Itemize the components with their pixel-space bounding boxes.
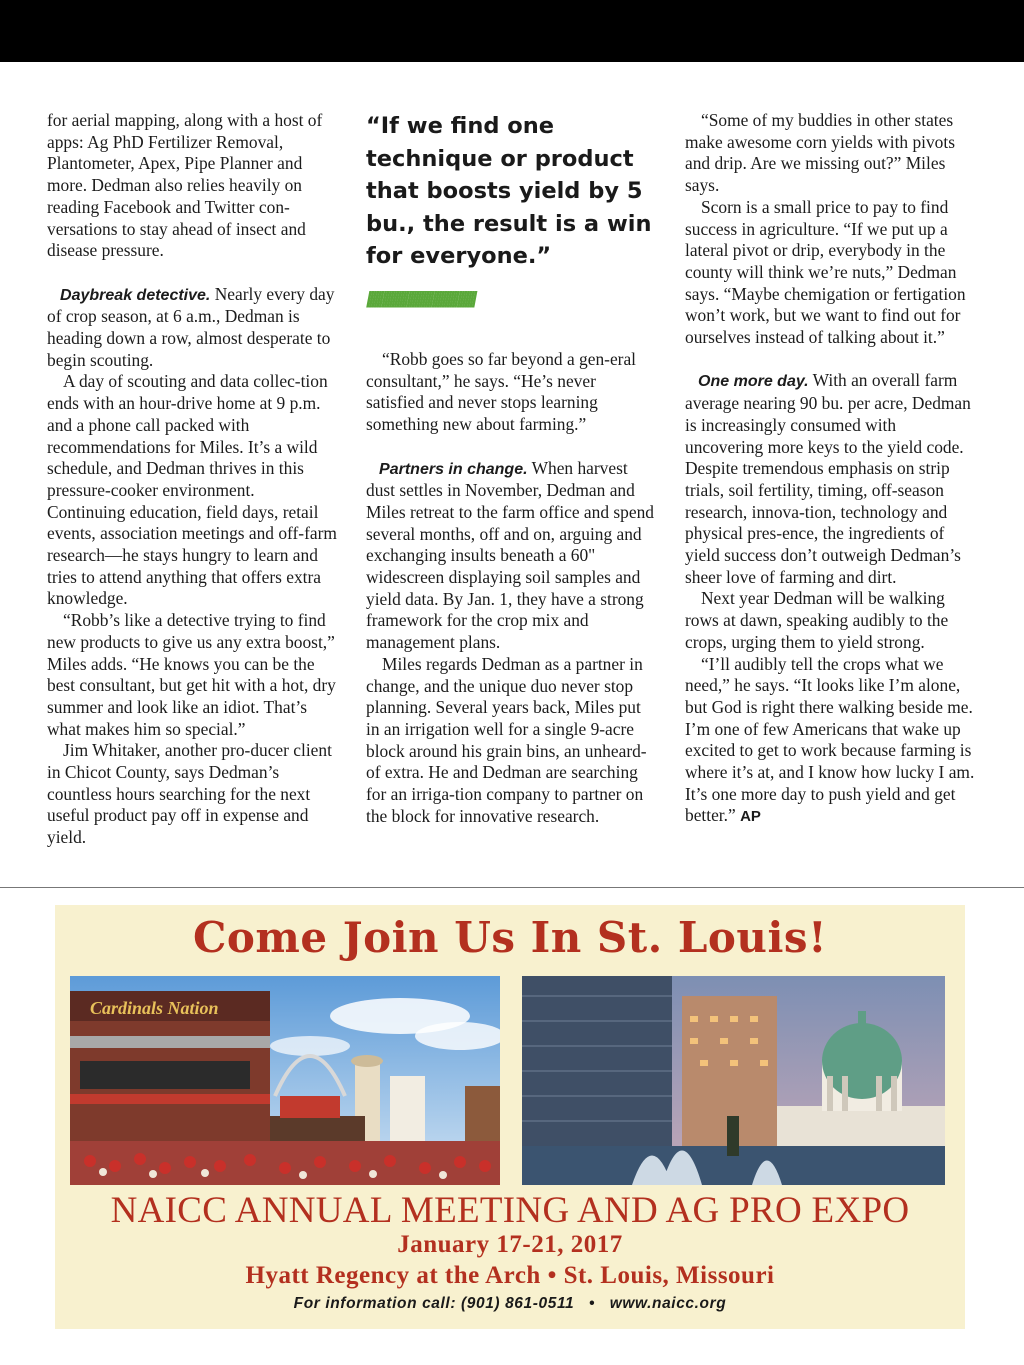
section-divider [0,887,1024,888]
ad-headline: Come Join Us In St. Louis! [192,913,828,962]
paragraph: Jim Whitaker, another pro-ducer client in Chicot County, says Dedman’s countless hours searching for the next useful product pay off in expense and yield. [47,740,332,848]
paragraph: “Robb’s like a detective trying to find new products to give us any extra boost,” Miles adds. “He knows you can be the best consultant, but get hit with a hot, dry summer and look like an idiot. That’s what makes him so special.” [47,610,336,739]
old-courthouse-photo [522,976,945,1185]
paragraph-text: When harvest dust settles in November, Dedman and Miles retreat to the farm office and spend several months, off and on, arguing and exchanging insults beneath a 60" widescreen displaying soil samples and yield data. By Jan. 1, they have a strong framework for the crop mix and management plans. [366,457,654,653]
top-black-bar [0,0,1024,62]
paragraph: Miles regards Dedman as a partner in change, and the unique duo never stop planning. Several years back, Miles put in an irrigation well for a single 9-acre block around his grain bins, an unheard-of extra. He and Dedman are searching for an irriga-tion company to partner on the block for innovative research. [366,653,647,826]
paragraph-text: Nearly every day of crop season, at 6 a.m., Dedman is heading down a row, almost desperate to begin scouting. [47,283,335,370]
paragraph [366,458,658,654]
ad-event-name: NAICC ANNUAL MEETING AND AG PRO EXPO [110,1190,910,1231]
paragraph: A day of scouting and data collec-tion ends with an hour-drive home at 9 p.m. and a phone call packed with recommendations for Miles. It’s a wild schedule, and Dedman thrives in this pressure-cooker environment. Continuing education, field days, retail events, association meetings and off-farm research—he stays hungry to learn and tries to attend anything that offers extra knowledge. [47,371,337,609]
ad-event-venue: Hyatt Regency at the Arch • St. Louis, Missouri [245,1262,775,1289]
end-mark: AP [740,808,761,826]
paragraph: “Some of my buddies in other states make awesome corn yields with pivots and drip. Are we missing out?” Miles says. [685,110,955,196]
paragraph [47,284,337,372]
pull-quote: “If we find one technique or product that boosts yield by 5 bu., the result is a win for everyone.” [366,113,652,269]
paragraph: for aerial mapping, along with a host of apps: Ag PhD Fertilizer Removal, Plantometer, Apex, Pipe Planner and more. Dedman also relies heavily on reading Facebook and Twitter con-versations to stay ahead of insect and disease pressure. [47,110,323,261]
pull-quote-divider: /////////////////////////////////////////// [366,287,475,312]
paragraph: Scorn is a small price to pay to find success in agriculture. “If we put up a lateral pivot or drip, everybody in the county will think we’re nuts,” Dedman says. “Maybe chemigation or fertigation won’t work, but we want to find out for ourselves instead of talking about it.” [685,196,966,348]
subhead-daybreak-detective: Daybreak detective. [60,286,211,304]
paragraph: “Robb goes so far beyond a gen-eral consultant,” he says. “He’s never satisfied and never stops learning something new about farming.” [366,349,637,435]
paragraph-text: With an overall farm average nearing 90 bu. per acre, Dedman is increasingly consumed with uncovering more keys to the yield code. Despite tremendous emphasis on strip trials, soil fertility, timing, off-season research, innova-tion, technology and physical pres-ence, the ingredients of yield success don’t outweigh Dedman’s sheer love of farming and dirt. [685,370,971,587]
paragraph [685,370,977,588]
ad-contact-info: For information call: (901) 861-0511 • www.naicc.org [293,1295,727,1312]
article-column-3 [685,110,977,828]
article-column-1 [47,110,337,849]
subhead-partners-in-change: Partners in change. [379,460,528,478]
paragraph: Next year Dedman will be walking rows at dawn, speaking audibly to the crops, urging them to yield strong. [685,588,949,652]
paragraph-text: “I’ll audibly tell the crops what we need,” he says. “It looks like I’m alone, but God is right there walking beside me. I’m one of few Americans that wake up excited to get to work because farming is where it’s at, and I know how lucky I am. It’s one more day to push yield and get better.” [685,653,975,826]
ballpark-sign-text: Cardinals Nation [90,998,219,1018]
ad-event-dates: January 17-21, 2017 [397,1231,623,1258]
naicc-advertisement [55,905,965,1329]
ballpark-village-photo [70,976,500,1185]
subhead-one-more-day: One more day. [698,373,809,391]
paragraph [685,654,977,829]
